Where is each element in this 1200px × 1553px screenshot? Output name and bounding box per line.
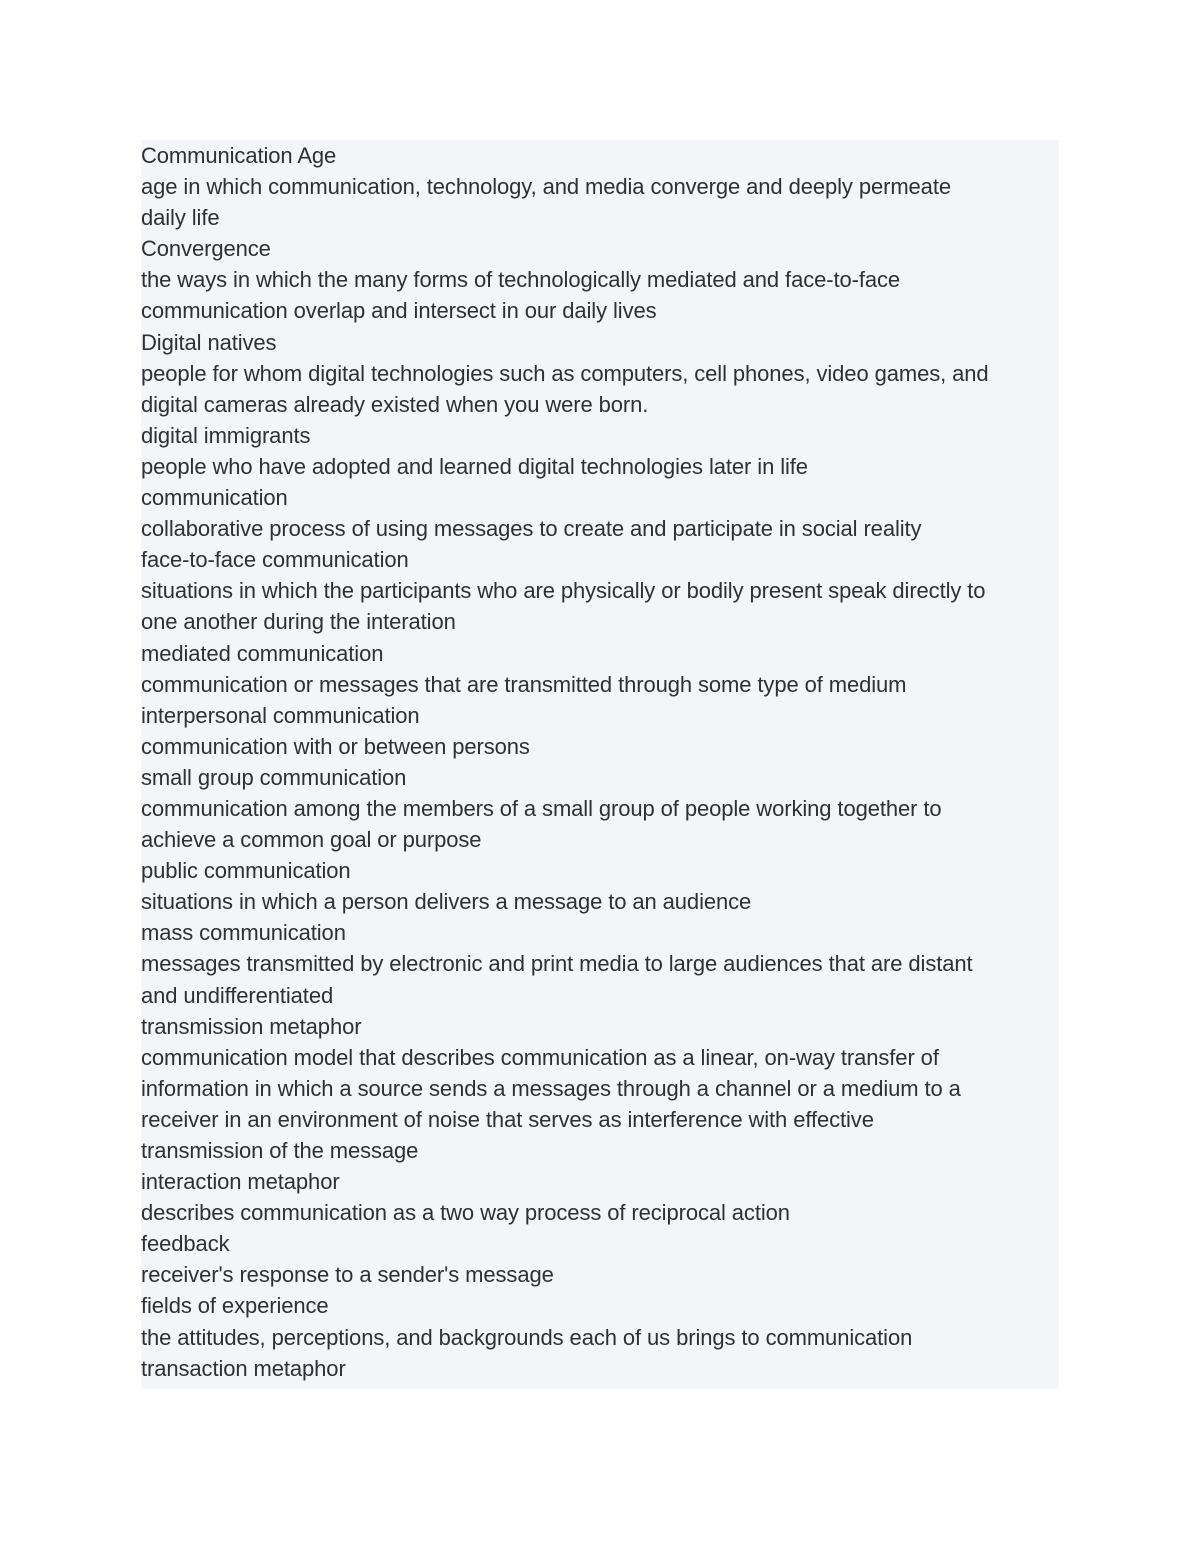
text-line: receiver in an environment of noise that serves as interference with effective xyxy=(141,1106,874,1132)
text-line: daily life xyxy=(141,205,220,231)
text-line: transmission of the message xyxy=(141,1138,419,1163)
text-line: information in which a source sends a messages through a channel or a medium to a xyxy=(141,1075,961,1101)
text-block xyxy=(141,140,1059,1389)
text-line: communication or messages that are transmitted through some type of medium xyxy=(141,671,907,697)
text-line: interpersonal communication xyxy=(141,702,420,728)
text-line: people who have adopted and learned digital technologies later in life xyxy=(141,453,808,479)
text-line: fields of experience xyxy=(141,1293,329,1319)
text-line: and undifferentiated xyxy=(141,982,334,1008)
text-line: the ways in which the many forms of technologically mediated and face-to-face xyxy=(141,267,901,293)
text-line: face-to-face communication xyxy=(141,547,409,573)
text-line: age in which communication, technology, and media converge and deeply permeate xyxy=(141,174,951,200)
text-line: public communication xyxy=(141,858,351,884)
text-line: communication with or between persons xyxy=(141,733,530,759)
text-line: describes communication as a two way process of reciprocal action xyxy=(141,1200,790,1226)
text-line: communication model that describes communication as a linear, on-way transfer of xyxy=(141,1044,939,1070)
text-line: Convergence xyxy=(141,236,271,262)
text-line: people for whom digital technologies such as computers, cell phones, video games, and xyxy=(141,360,989,386)
text-line: communication xyxy=(141,485,288,511)
text-line: digital cameras already existed when you were born. xyxy=(141,391,649,417)
text-line: Communication Age xyxy=(141,143,337,168)
text-line: transaction metaphor xyxy=(141,1355,346,1381)
text-line: one another during the interation xyxy=(141,609,456,635)
text-line: communication overlap and intersect in our daily lives xyxy=(141,298,657,324)
text-line: transmission metaphor xyxy=(141,1013,362,1039)
text-line: small group communication xyxy=(141,764,407,790)
text-line: situations in which a person delivers a message to an audience xyxy=(141,889,752,915)
text-line: receiver's response to a sender's message xyxy=(141,1262,554,1288)
text-line: collaborative process of using messages to create and participate in social reality xyxy=(141,516,922,542)
text-line: communication among the members of a small group of people working together to xyxy=(141,795,942,821)
text-line: mass communication xyxy=(141,920,346,946)
text-line: mediated communication xyxy=(141,640,384,666)
text-line: feedback xyxy=(141,1231,230,1257)
text-line: digital immigrants xyxy=(141,422,311,448)
text-line: situations in which the participants who are physically or bodily present speak directly to xyxy=(141,578,986,604)
text-line: achieve a common goal or purpose xyxy=(141,827,482,853)
text-line: the attitudes, perceptions, and backgrounds each of us brings to communication xyxy=(141,1324,913,1350)
text-line: messages transmitted by electronic and print media to large audiences that are distant xyxy=(141,951,973,977)
text-line: interaction metaphor xyxy=(141,1169,340,1195)
text-line: Digital natives xyxy=(141,329,277,355)
